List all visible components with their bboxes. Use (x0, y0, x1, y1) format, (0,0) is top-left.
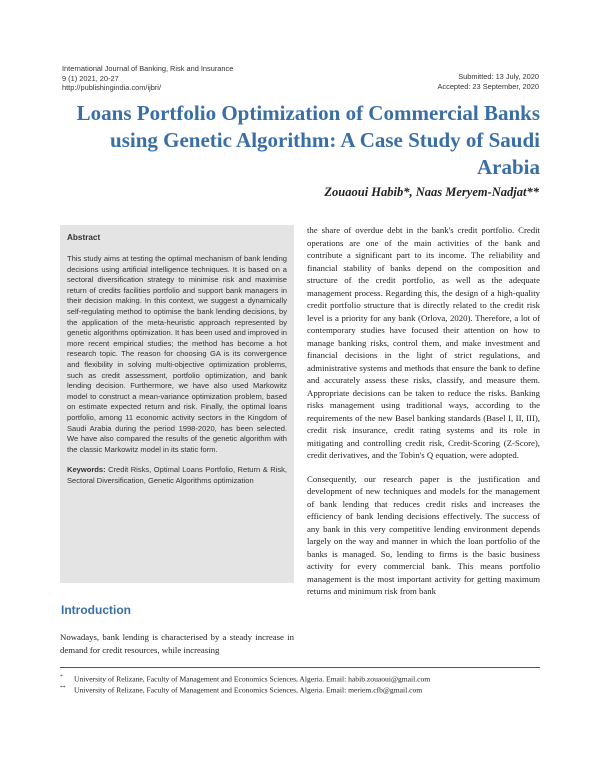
right-column (307, 224, 540, 598)
journal-name: International Journal of Banking, Risk and Insurance (62, 64, 234, 73)
journal-volume: 9 (1) 2021, 20-27 (62, 73, 119, 83)
abstract-heading: Abstract (67, 233, 101, 242)
paper-title: Loans Portfolio Optimization of Commercial Banks using Genetic Algorithm: A Case Study of Saudi Arabia (76, 101, 540, 179)
paragraph-2: Consequently, our research paper is the justification and development of new techniques and models for the management of bank lending that reduces credit risks and increases the efficiency of bank lending decisions effectively. The success of any bank in this very competitive lending environment depends largely on the way and manner in which the loan portfolio of the banks is managed. So, lending to firms is the basic business activity for every commercial bank. This means portfolio management is the most important activity for getting maximum returns and minimum risk from bank (307, 473, 540, 596)
accepted-date: Accepted: 23 September, 2020 (437, 81, 539, 91)
introduction-text: Nowadays, bank lending is characterised by a steady increase in demand for credit resources, while increasing (60, 632, 294, 655)
footnote-2 (60, 683, 540, 696)
footnote-2-text: University of Relizane, Faculty of Management and Economics Sciences, Algeria. Email: meriem.cfb@gmail.com (74, 685, 423, 695)
journal-info (62, 64, 292, 93)
keywords-list: Credit Risks, Optimal Loans Portfolio, Return & Risk, Sectoral Diversification, Genetic Algorithms optimization (67, 465, 287, 485)
abstract-body: This study aims at testing the optimal mechanism of bank lending decisions using artificial intelligence techniques. It is based on a sectoral diversification strategy to minimise risk and maximise return of credits facilities portfolio and support bank managers in their decision making. In this context, we suggest a dynamically self-regulating method to optimise the bank lending decisions, by the application of the meta-heuristic approach represented by genetic algorithms optimization. It has been used and improved in more recent empirical studies; the method has become a hot research topic. The reason for choosing GA is its convergence and flexibility in solving multi-objective optimization problems, such as credit assessment, portfolio optimization, and bank lending decision. Furthermore, we have also used Markowitz model to construct a mean-variance optimization problem, based on estimate expected return and risk. Finally, the optimal loans portfolio, among 11 economic activity sectors in the Kingdom of Saudi Arabia during the period 1998-2020, has been selected. We have also compared the results of the genetic algorithm with the classic Markowitz model in its static form. (67, 254, 287, 454)
submitted-date: Submitted: 13 July, 2020 (458, 72, 539, 81)
footnote-divider (60, 667, 540, 668)
submission-dates (339, 72, 539, 91)
abstract-box (60, 225, 294, 583)
footnote-1-mark: * (60, 674, 63, 680)
keywords (67, 465, 287, 486)
paragraph-1: the share of overdue debt in the bank's credit portfolio. Credit operations are one of the main activities of the bank and contribute a significant part to its income. The reliability and financial stability of banks depend on the composition and structure of the credit portfolio, as well as the adequate management process. Regarding this, the design of a high-quality credit portfolio structure that is directly related to the credit risk level is a priority for any bank (Orlova, 2020). Therefore, a lot of contemporary studies have focused their attention on how to manage banking risks, control them, and make investment and financial decisions in the light of strict regulations, and administrative systems and methods that ensure the bank to define and accurately assess these risks, classify, and measure them. Appropriate decisions can be taken to reduce the risks. Banking risks management using traditional ways, according to the requirements of the new Basel banking standards (Basel I, II, III), credit risk insurance, credit rating systems and its role in mitigating and controlling credit risk, Credit-Scoring (Z-Score), credit derivatives, and the Tobin's Q equation, were adopted. (307, 225, 540, 460)
authors: Zouaoui Habib*, Naas Meryem-Nadjat** (324, 185, 539, 199)
introduction-heading: Introduction (61, 603, 131, 617)
journal-url[interactable]: http://publishingindia.com/ijbri/ (62, 83, 162, 93)
footnote-2-mark: ** (60, 685, 66, 691)
footnote-1-text: University of Relizane, Faculty of Management and Economics Sciences, Algeria. Email: habib.zouaoui@gmail.com (74, 674, 431, 684)
keywords-label: Keywords: (67, 465, 106, 475)
